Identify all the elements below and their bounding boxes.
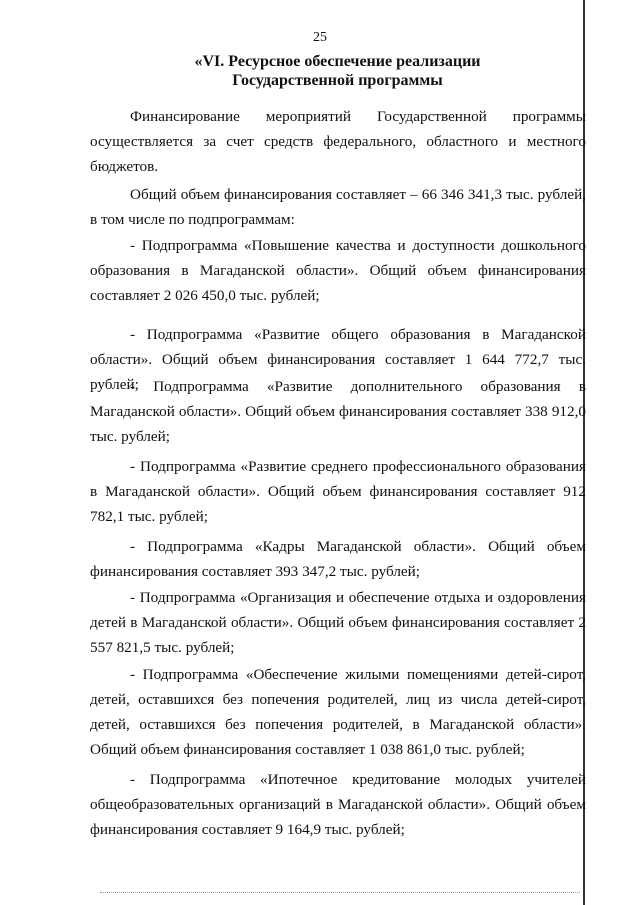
paragraph-financing-sources: Финансирование мероприятий Государственной программы осуществляется за счет средств федерального, областного и местного бюджетов. bbox=[90, 108, 586, 175]
paragraph-subprogram-orphan-housing: - Подпрограмма «Обеспечение жилыми помещениями детей-сирот, детей, оставшихся без попечения родителей, лиц из числа детей-сирот, детей, оставшихся без попечения родителей, в Магаданской области». Общий объем финансирования составляет 1 038 861,0 тыс. рублей; bbox=[90, 666, 586, 758]
paragraph-subprogram-general-education: - Подпрограмма «Развитие общего образования в Магаданской области». Общий объем финансирования составляет 1 644 772,7 тыс. рублей; bbox=[90, 326, 586, 393]
section-heading bbox=[90, 52, 585, 90]
page-number: 25 bbox=[313, 30, 327, 45]
paragraph-subprogram-teacher-mortgage: - Подпрограмма «Ипотечное кредитование молодых учителей общеобразовательных организаций в Магаданской области». Общий объем финансирования составляет 9 164,9 тыс. рублей; bbox=[90, 771, 586, 838]
paragraph-subprogram-vocational-education: - Подпрограмма «Развитие среднего профессионального образования в Магаданской области». Общий объем финансирования составляет 912 782,1 тыс. рублей; bbox=[90, 458, 586, 525]
bottom-divider bbox=[100, 892, 580, 894]
section-heading-line-2: Государственной программы bbox=[232, 72, 443, 89]
paragraph-subprogram-preschool: - Подпрограмма «Повышение качества и доступности дошкольного образования в Магаданской области». Общий объем финансирования составляет 2 026 450,0 тыс. рублей; bbox=[90, 237, 586, 304]
paragraph-subprogram-recreation: - Подпрограмма «Организация и обеспечение отдыха и оздоровления детей в Магаданской области». Общий объем финансирования составляет 2 557 821,5 тыс. рублей; bbox=[90, 589, 586, 656]
section-heading-line-1: «VI. Ресурсное обеспечение реализации bbox=[194, 53, 481, 70]
paragraph-subprogram-personnel: - Подпрограмма «Кадры Магаданской области». Общий объем финансирования составляет 393 347,2 тыс. рублей; bbox=[90, 538, 586, 580]
paragraph-subprogram-additional-education: - Подпрограмма «Развитие дополнительного образования в Магаданской области». Общий объем финансирования составляет 338 912,0 тыс. рублей; bbox=[90, 378, 586, 445]
paragraph-total-volume: Общий объем финансирования составляет – 66 346 341,3 тыс. рублей, в том числе по подпрограммам: bbox=[90, 186, 586, 228]
